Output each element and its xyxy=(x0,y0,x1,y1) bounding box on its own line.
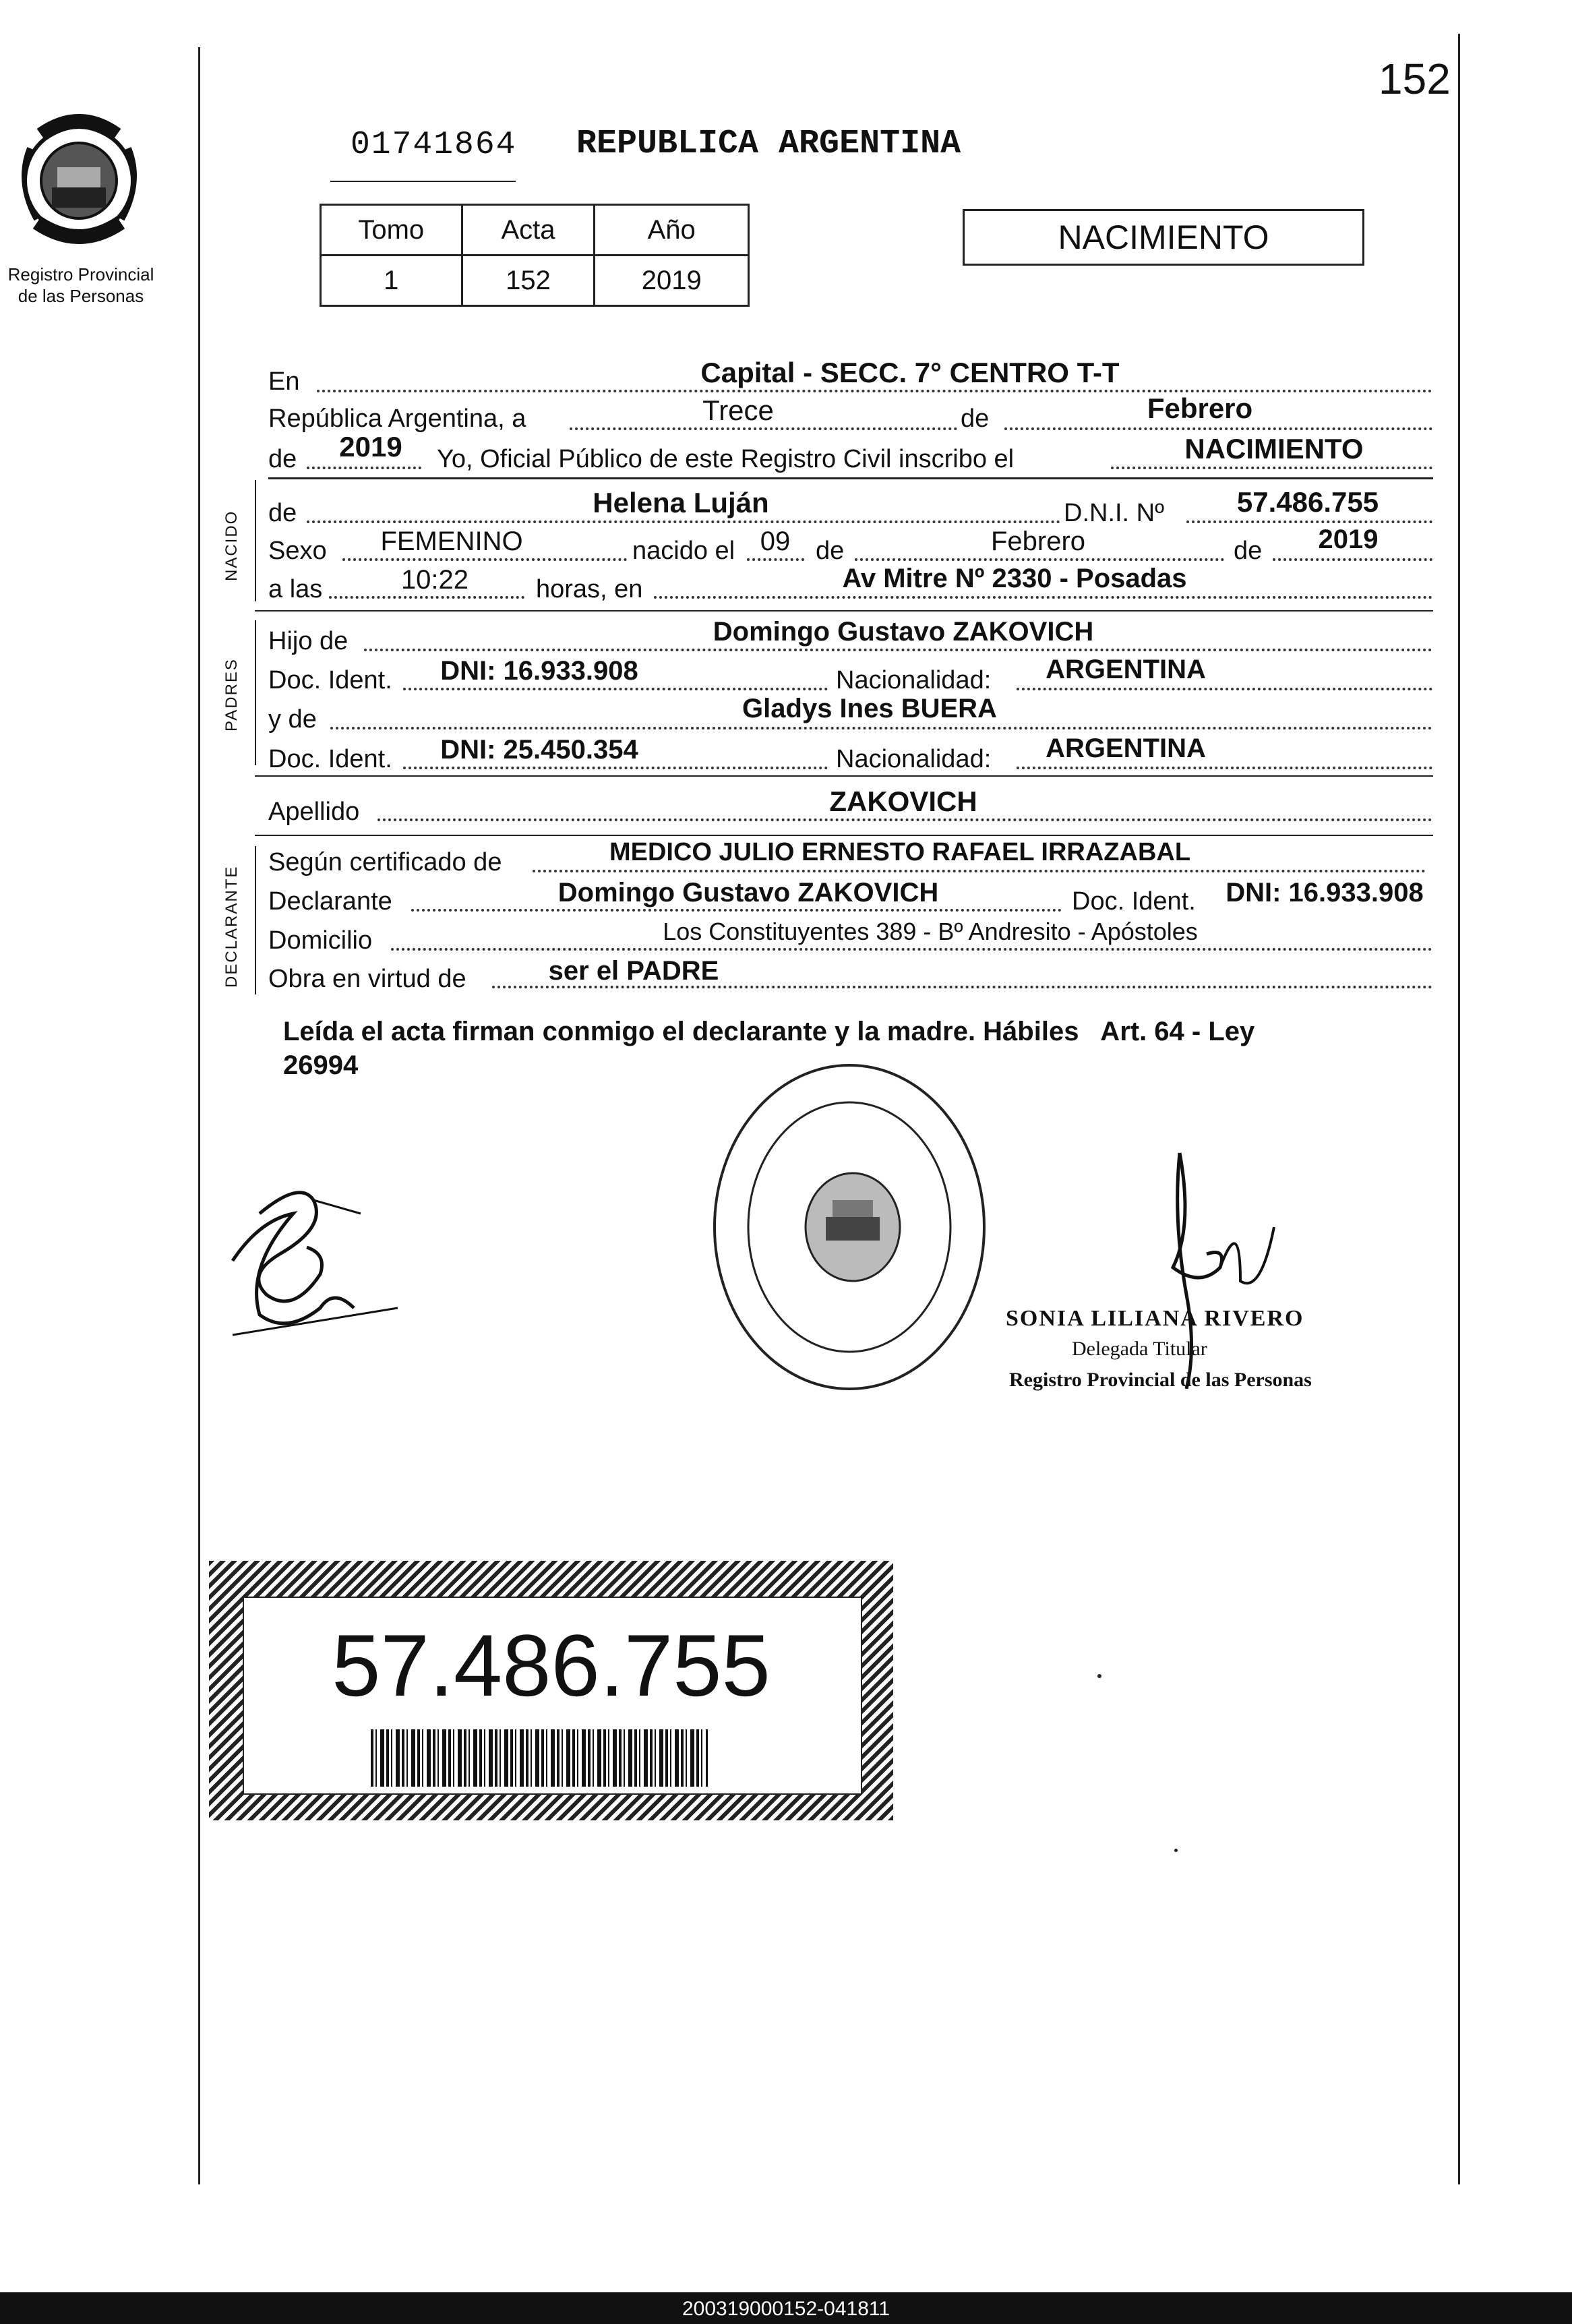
serial-number: 01741864 xyxy=(351,127,517,163)
birth-place: Av Mitre Nº 2330 - Posadas xyxy=(842,564,1187,593)
registry-table-header-row xyxy=(321,205,749,256)
birth-month-value: Febrero xyxy=(990,527,1086,556)
obra-value: ser el PADRE xyxy=(548,956,719,986)
left-margin-line xyxy=(198,47,200,2184)
intro-divider xyxy=(268,477,1433,479)
footer-code: 200319000152-041811 xyxy=(682,2298,890,2320)
declarante-label: Declarante xyxy=(268,887,392,916)
closing-text-line2: 26994 xyxy=(283,1050,359,1080)
en-value: Capital - SECC. 7° CENTRO T-T xyxy=(700,357,1120,388)
domicilio-value: Los Constituyentes 389 - Bº Andresito - Apóstoles xyxy=(663,918,1198,945)
anio-header: Año xyxy=(595,205,749,256)
child-name: Helena Luján xyxy=(593,487,769,518)
sexo-value: FEMENINO xyxy=(380,527,523,556)
record-type-box: NACIMIENTO xyxy=(963,209,1364,266)
father-doc-label: Doc. Ident. xyxy=(268,666,392,694)
declarante-value: Domingo Gustavo ZAKOVICH xyxy=(557,878,939,907)
certificado-dotted-line xyxy=(533,870,1426,872)
father-name: Domingo Gustavo ZAKOVICH xyxy=(713,617,1094,647)
handwritten-signature-icon xyxy=(219,1173,401,1348)
de-label-1: de xyxy=(961,405,990,433)
declarante-doc: DNI: 16.933.908 xyxy=(1226,878,1424,907)
apellido-dotted-line xyxy=(377,818,1432,821)
place-dotted-line xyxy=(654,596,1432,599)
obra-dotted-line xyxy=(492,986,1432,988)
registry-table xyxy=(320,204,750,307)
province-seal-icon xyxy=(10,108,148,253)
country-title: REPUBLICA ARGENTINA xyxy=(576,125,961,163)
nacido-el-label: nacido el xyxy=(632,537,735,565)
a-las-label: a las xyxy=(268,575,323,603)
dni-label: D.N.I. Nº xyxy=(1064,499,1164,527)
tomo-header: Tomo xyxy=(321,205,462,256)
acta-value: 152 xyxy=(462,256,595,306)
day-value: Trece xyxy=(702,394,774,426)
closing-text-line1: Leída el acta firman conmigo el declarante y la madre. Hábiles Art. 64 - Ley xyxy=(283,1017,1255,1046)
father-doc: DNI: 16.933.908 xyxy=(440,656,638,686)
declarante-doc-label: Doc. Ident. xyxy=(1072,887,1196,916)
mother-doc: DNI: 25.450.354 xyxy=(440,735,638,765)
month-value: Febrero xyxy=(1147,392,1253,424)
republica-label: República Argentina, a xyxy=(268,405,526,433)
birth-day-value: 09 xyxy=(760,527,791,556)
province-logo xyxy=(10,108,148,253)
stray-dot xyxy=(1097,1674,1101,1678)
declarant-signature xyxy=(219,1173,401,1348)
mother-doc-dotted-line xyxy=(403,767,828,769)
name-dotted-line xyxy=(307,520,1060,523)
official-seal xyxy=(708,1059,991,1396)
inscribo-value: NACIMIENTO xyxy=(1184,433,1364,465)
time-dotted-line xyxy=(329,596,524,599)
apellido-divider xyxy=(255,835,1433,836)
birth-month-dotted-line xyxy=(855,558,1224,561)
certificado-value: MEDICO JULIO ERNESTO RAFAEL IRRAZABAL xyxy=(609,838,1191,866)
logo-caption-line2: de las Personas xyxy=(18,286,144,306)
official-seal-stamp-icon xyxy=(708,1059,991,1396)
logo-caption-line1: Registro Provincial xyxy=(7,264,154,285)
stray-dot xyxy=(1174,1849,1178,1852)
birth-year-dotted-line xyxy=(1273,558,1432,561)
en-dotted-line xyxy=(317,390,1432,392)
acta-header: Acta xyxy=(462,205,595,256)
birth-de-label-2: de xyxy=(1234,537,1263,565)
apellido-value: ZAKOVICH xyxy=(829,785,977,817)
father-nationality: ARGENTINA xyxy=(1046,655,1206,684)
de-label-2: de xyxy=(268,445,297,473)
mother-doc-label: Doc. Ident. xyxy=(268,745,392,773)
tomo-value: 1 xyxy=(321,256,462,306)
nacido-section-bracket xyxy=(255,480,256,601)
apellido-label: Apellido xyxy=(268,798,360,826)
time-value: 10:22 xyxy=(400,565,469,595)
dni-dotted-line xyxy=(1186,520,1432,523)
official-office: Registro Provincial de las Personas xyxy=(1009,1369,1312,1391)
birth-year-value: 2019 xyxy=(1318,525,1379,554)
day-dotted-line xyxy=(570,427,957,430)
mother-name-dotted-line xyxy=(330,727,1432,729)
domicilio-label: Domicilio xyxy=(268,926,373,955)
oficial-text: Yo, Oficial Público de este Registro Civil inscribo el xyxy=(437,445,1015,473)
padres-section-bracket xyxy=(255,620,256,765)
declarante-section-bracket xyxy=(255,846,256,994)
official-name: SONIA LILIANA RIVERO xyxy=(1006,1306,1304,1331)
month-dotted-line xyxy=(1004,427,1432,430)
serial-underline xyxy=(330,181,516,182)
hijo-de-label: Hijo de xyxy=(268,627,349,655)
declarante-dotted-line xyxy=(411,909,1062,912)
domicilio-dotted-line xyxy=(391,948,1432,951)
mother-nationality: ARGENTINA xyxy=(1046,734,1206,763)
declarante-section-label: DECLARANTE xyxy=(222,865,241,988)
en-label: En xyxy=(268,367,300,396)
mother-nationality-label: Nacionalidad: xyxy=(836,745,992,773)
sexo-label: Sexo xyxy=(268,537,327,565)
registry-table-value-row xyxy=(321,256,749,306)
dni-barcode xyxy=(371,1729,708,1787)
obra-label: Obra en virtud de xyxy=(268,965,466,993)
father-nationality-label: Nacionalidad: xyxy=(836,666,992,694)
year-dotted-line xyxy=(307,467,421,469)
birth-de-label: de xyxy=(816,537,845,565)
nacido-section-label: NACIDO xyxy=(222,510,241,581)
nacido-divider xyxy=(255,610,1433,612)
mother-name: Gladys Ines BUERA xyxy=(742,694,997,723)
right-margin-line xyxy=(1458,34,1460,2184)
father-nationality-dotted-line xyxy=(1017,688,1432,690)
father-doc-dotted-line xyxy=(403,688,828,690)
father-name-dotted-line xyxy=(364,649,1432,651)
padres-section-label: PADRES xyxy=(222,658,241,732)
child-dni: 57.486.755 xyxy=(1236,486,1379,518)
certificado-label: Según certificado de xyxy=(268,848,502,876)
anio-value: 2019 xyxy=(595,256,749,306)
mother-nationality-dotted-line xyxy=(1017,767,1432,769)
horas-label: horas, en xyxy=(536,575,643,603)
inscribo-dotted-line xyxy=(1111,467,1432,469)
nacido-de-label: de xyxy=(268,499,297,527)
page-number: 152 xyxy=(1379,55,1451,103)
y-de-label: y de xyxy=(268,705,317,734)
dni-label-number: 57.486.755 xyxy=(332,1616,770,1715)
padres-divider xyxy=(255,775,1433,777)
sexo-dotted-line xyxy=(342,558,627,561)
official-role: Delegada Titular xyxy=(1072,1338,1207,1360)
birth-day-dotted-line xyxy=(747,558,804,561)
year-value: 2019 xyxy=(339,431,402,463)
